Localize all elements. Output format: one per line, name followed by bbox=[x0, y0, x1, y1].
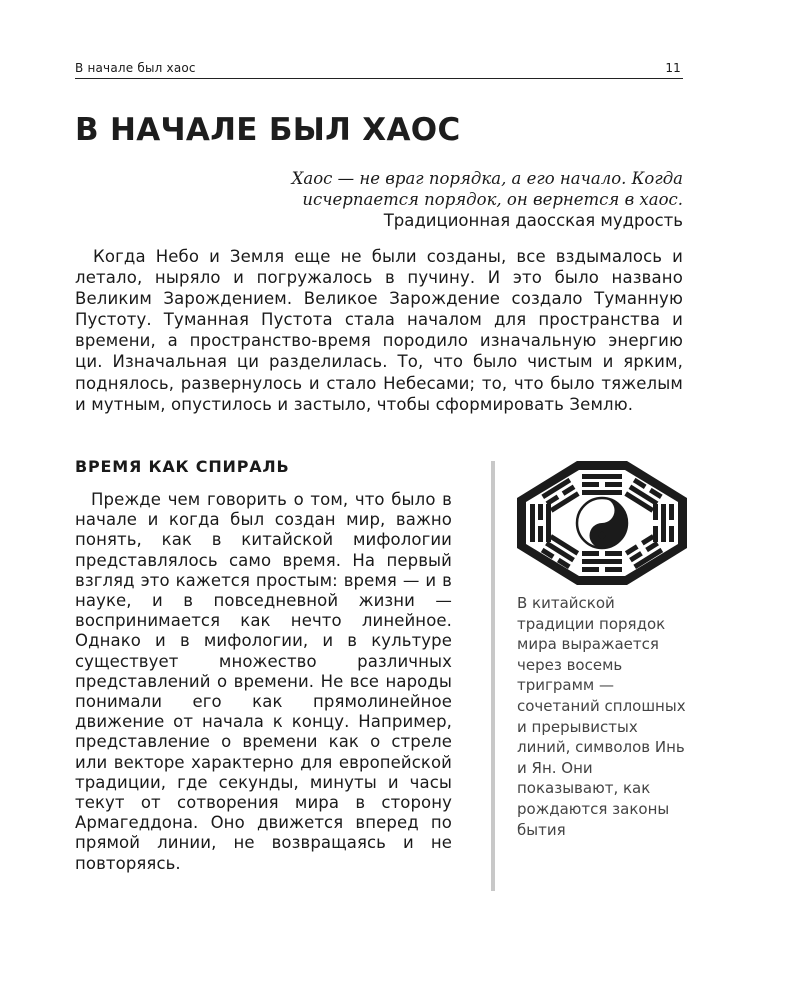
epigraph-quote: Хаос — не враг порядка, а его начало. Когда исчерпается порядок, он вернется в хаос. bbox=[291, 169, 683, 209]
section-body: Прежде чем говорить о том, что было в начале и когда был создан мир, важно понять, как в китайской мифологии представлялось само время. На первый взгляд это кажется простым: время — и в науке, и в повседневной жизни — воспринимается как нечто линейное. Однако и в мифологии, и в культуре существует множество различных представлений о времени. Не все народы понимали его как прямолинейное движение от начала к концу. Например, представление о времени как о стреле или векторе характерно для европейской традиции, где секунды, минуты и часы текут от сотворения мира в сторону Армагеддона. Оно движется вперед по прямой линии, не возвращаясь и не повторяясь. bbox=[75, 490, 452, 873]
intro-paragraph: Когда Небо и Земля еще не были созданы, все вздымалось и летало, ныряло и погружалось в пучину. И это было названо Великим Зарождением. Великое Зарождение создало Туманную Пустоту. Туманная Пустота стала началом для пространства и времени, а пространство-время породило изначальную энергию ци. Изначальная ци разделилась. То, что было чистым и ярким, поднялось, развернулось и стало Небесами; то, что было тяжелым и мутным, опустилось и застыло, чтобы сформировать Землю. bbox=[75, 247, 683, 414]
bagua-yin-yang-icon bbox=[514, 458, 690, 588]
chapter-title: В НАЧАЛЕ БЫЛ ХАОС bbox=[75, 112, 461, 148]
running-head bbox=[75, 60, 683, 79]
section-title: ВРЕМЯ КАК СПИРАЛЬ bbox=[75, 457, 290, 476]
sidebar-divider bbox=[491, 461, 495, 891]
running-head-title: В начале был хаос bbox=[75, 61, 196, 75]
epigraph bbox=[223, 168, 683, 231]
epigraph-source: Традиционная даосская мудрость bbox=[383, 211, 683, 230]
page-number: 11 bbox=[665, 61, 681, 75]
figure-caption: В китайской традиции порядок мира выражается через восемь триграмм — сочетаний сплошных и прерывистых линий, символов Инь и Ян. Они показывают, как рождаются законы бытия bbox=[517, 594, 686, 839]
bagua-figure bbox=[514, 458, 690, 588]
